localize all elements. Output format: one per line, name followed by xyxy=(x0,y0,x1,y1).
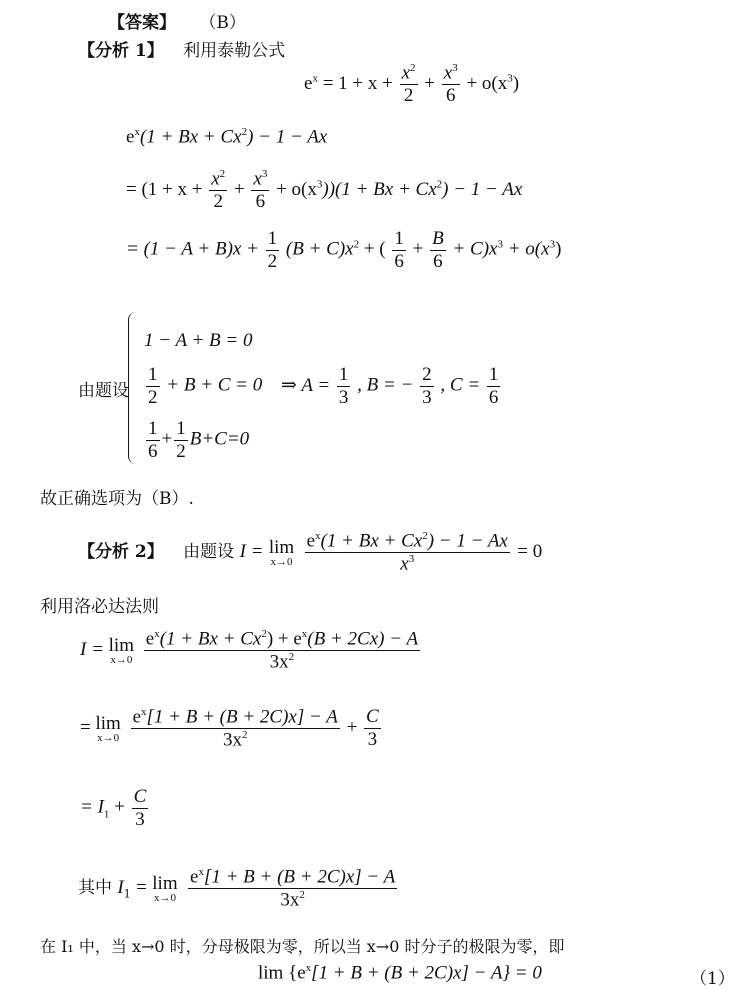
final-exp: x xyxy=(305,962,312,974)
A-frac xyxy=(337,364,351,409)
final-equation xyxy=(258,962,542,984)
s2-b-num: B xyxy=(432,228,444,249)
expr-line xyxy=(126,126,327,148)
conclusion-text: 故正确选项为（B）. xyxy=(40,489,194,509)
l1-num-c: ) + e xyxy=(266,628,302,650)
step2-tail2: + o(x xyxy=(507,238,550,260)
system-eq1: 1 − A + B = 0 xyxy=(144,330,253,351)
system-eq2 xyxy=(144,364,502,409)
a2-den-exp: 3 xyxy=(408,553,415,566)
taylor-e-exp: x xyxy=(312,72,318,85)
step1-mid-exp: 3 xyxy=(316,178,323,191)
lhopital-line1 xyxy=(80,628,422,673)
lim-word: lim xyxy=(268,536,295,558)
C-label: , C = xyxy=(440,374,481,396)
l2-lim-under: x→0 xyxy=(97,731,120,744)
analysis2-intro: 由题设 xyxy=(183,542,235,563)
system-eq3 xyxy=(144,418,249,463)
analysis2-I: I = xyxy=(239,541,264,563)
where-pre: 其中 xyxy=(78,878,112,899)
eq3-plus: + xyxy=(161,428,173,450)
l2-c-frac xyxy=(364,706,381,751)
eq2-den: 2 xyxy=(148,386,158,408)
step1-mid2-exp: 2 xyxy=(436,178,443,191)
step1-line xyxy=(126,168,522,213)
t3-num-exp: 3 xyxy=(452,62,458,74)
l1-lhs: I = xyxy=(80,639,104,661)
step2-start: = (1 − A + B)x + xyxy=(126,238,259,260)
step2-frac-a xyxy=(392,228,406,273)
lhopital-line3 xyxy=(80,786,150,831)
eq3-b-den: 2 xyxy=(176,440,186,462)
final-rest: [1 + B + (B + 2C)x] − A} = 0 xyxy=(311,962,542,984)
step1-start: = (1 + x + xyxy=(126,178,203,200)
l3-frac xyxy=(132,786,149,831)
analysis2-frac xyxy=(305,530,510,575)
t2-num: x xyxy=(401,62,411,84)
a2-num-body: (1 + Bx + Cx xyxy=(320,530,423,552)
step2-frac-half xyxy=(266,228,280,273)
taylor-rest-exp: 3 xyxy=(507,72,513,85)
t3-den: 6 xyxy=(445,85,456,107)
t2-den: 2 xyxy=(403,85,414,107)
where-lim-word: lim xyxy=(152,872,178,894)
l1-num-d: (B + 2Cx) − A xyxy=(307,628,419,650)
taylor-formula xyxy=(304,62,519,107)
l1-lim-word: lim xyxy=(108,634,134,656)
l1-num-a: e xyxy=(145,628,155,650)
s2-h-num: 1 xyxy=(267,228,278,249)
where-frac xyxy=(188,866,397,911)
taylor-rest: + o(x xyxy=(466,72,508,94)
s1-f2-exp: 3 xyxy=(261,168,268,180)
expr-e: e xyxy=(126,126,135,148)
step1-frac-b xyxy=(251,168,269,213)
answer-value: （B） xyxy=(199,13,246,33)
where-I: I xyxy=(117,877,124,899)
l2-num-a: e xyxy=(132,706,141,728)
l2-den-exp: 2 xyxy=(241,729,248,742)
l3-sub: 1 xyxy=(103,808,110,821)
t3-num: x xyxy=(443,62,453,84)
equation-number: （1） xyxy=(690,969,735,989)
l2-lhs: = xyxy=(80,717,91,739)
l2-lim xyxy=(95,714,120,744)
where-den: 3x xyxy=(280,889,300,911)
l2-plus: + xyxy=(346,717,358,739)
step2-plus2: + xyxy=(412,238,424,260)
eq3-frac-b xyxy=(174,418,188,463)
taylor-frac-x3 xyxy=(442,62,460,107)
eq2-num: 1 xyxy=(148,364,158,385)
rule-text: 利用洛必达法则 xyxy=(40,597,159,617)
step2-mid: (B + C)x xyxy=(285,238,354,260)
C-num: 1 xyxy=(488,364,499,385)
system-implies: ⇒ A = xyxy=(281,374,331,396)
step2-tail3: ) xyxy=(555,238,562,260)
where-lim-under: x→0 xyxy=(153,891,176,904)
where-sub: 1 xyxy=(123,887,131,901)
l2-lim-word: lim xyxy=(95,712,121,734)
lhopital-line2 xyxy=(80,706,383,751)
expr-body-exp: 2 xyxy=(241,126,248,138)
B-label: , B = − xyxy=(357,374,414,396)
eq3-a-den: 6 xyxy=(148,440,158,462)
eq2-frac xyxy=(146,364,160,409)
analysis1-label: 【分析 1】 xyxy=(78,41,164,61)
s1-f1-num: x xyxy=(211,168,220,190)
l3-c-den: 3 xyxy=(135,808,145,830)
l2-num-b: [1 + B + (B + 2C)x] − A xyxy=(146,706,338,728)
note-text: 在 I₁ 中，当 x→0 时，分母极限为零，所以当 x→0 时分子的极限为零，即 xyxy=(40,937,565,956)
expr-body: (1 + Bx + Cx xyxy=(139,126,242,148)
s2-a-den: 6 xyxy=(394,250,404,272)
l1-frac xyxy=(144,628,420,673)
s2-h-den: 2 xyxy=(267,250,278,272)
l1-num-b-exp: 2 xyxy=(261,628,267,640)
l1-num-c-exp: x xyxy=(301,628,308,640)
step2-line xyxy=(126,228,561,273)
C-den: 6 xyxy=(488,386,499,408)
l1-den-exp: 2 xyxy=(288,651,295,664)
l3-plus: + xyxy=(114,796,125,818)
where-den-exp: 2 xyxy=(299,889,305,902)
l3-c-num: C xyxy=(133,786,147,807)
step2-tail-exp: 3 xyxy=(497,238,503,251)
l2-c-num: C xyxy=(366,706,379,728)
s1-f1-exp: 2 xyxy=(219,168,226,180)
step2-tail: + C)x xyxy=(452,238,498,260)
expr-tail: ) − 1 − Ax xyxy=(247,126,328,148)
where-line xyxy=(78,866,399,911)
l1-den: 3x xyxy=(269,651,289,673)
s1-f2-num: x xyxy=(253,168,262,190)
l1-num-a-exp: x xyxy=(154,628,160,640)
where-num-a-exp: x xyxy=(198,866,204,878)
step1-mid2: ))(1 + Bx + Cx xyxy=(322,178,437,200)
a2-num-body-exp: 2 xyxy=(422,530,428,542)
B-frac xyxy=(420,364,434,409)
eq2-rest: + B + C = 0 xyxy=(166,374,263,396)
a2-num-tail: ) − 1 − Ax xyxy=(427,530,508,552)
step2-frac-b xyxy=(430,228,446,273)
analysis2-rhs: = 0 xyxy=(517,541,543,563)
taylor-rest-close: ) xyxy=(512,72,520,94)
answer-line xyxy=(108,8,246,33)
taylor-rhs-start: = 1 + x + xyxy=(322,72,393,94)
expr-e-exp: x xyxy=(134,126,140,138)
analysis2-label: 【分析 2】 xyxy=(78,542,164,563)
s2-a-num: 1 xyxy=(394,228,404,249)
l2-frac xyxy=(131,706,340,751)
where-num-b: [1 + B + (B + 2C)x] − A xyxy=(203,866,396,888)
l1-num-b: (1 + Bx + Cx xyxy=(159,628,262,650)
l2-c-den: 3 xyxy=(367,729,378,751)
taylor-e: e xyxy=(304,72,313,94)
eq3-frac-a xyxy=(146,418,160,463)
system-brace xyxy=(128,312,139,464)
system-prefix: 由题设 xyxy=(78,381,129,401)
l1-lim xyxy=(109,636,134,666)
t2-num-exp: 2 xyxy=(410,62,416,74)
step2-plus: + ( xyxy=(363,238,386,260)
analysis2-heading xyxy=(78,530,542,575)
where-eq: = xyxy=(136,877,147,899)
step1-mid: + o(x xyxy=(276,178,317,200)
l3-lhs: = I xyxy=(80,796,104,818)
step1-tail: ) − 1 − Ax xyxy=(442,178,523,200)
A-num: 1 xyxy=(338,364,349,385)
step1-plus: + xyxy=(233,178,245,200)
step2-tail2-exp: 3 xyxy=(549,238,556,251)
eq3-b-num: 1 xyxy=(176,418,186,439)
final-text: lim {e xyxy=(258,962,306,984)
a2-num-e-exp: x xyxy=(315,530,321,542)
l1-lim-under: x→0 xyxy=(110,653,133,666)
answer-label: 【答案】 xyxy=(108,13,176,33)
s1-f2-den: 6 xyxy=(255,191,266,213)
step2-mid-exp: 2 xyxy=(353,238,360,251)
analysis1-intro: 利用泰勒公式 xyxy=(183,41,286,61)
analysis2-lim xyxy=(269,538,294,568)
step1-frac-a xyxy=(209,168,227,213)
taylor-plus: + xyxy=(424,72,435,94)
l2-num-a-exp: x xyxy=(141,706,147,718)
a2-num-e: e xyxy=(306,530,316,552)
s2-b-den: 6 xyxy=(433,250,443,272)
B-num: 2 xyxy=(422,364,432,385)
C-frac xyxy=(487,364,501,409)
where-lim xyxy=(152,874,177,904)
eq3-rest: B+C=0 xyxy=(189,428,250,450)
analysis1-heading xyxy=(78,36,285,61)
s1-f1-den: 2 xyxy=(213,191,223,213)
eq3-a-num: 1 xyxy=(148,418,158,439)
A-den: 3 xyxy=(338,386,349,408)
lim-under: x→0 xyxy=(270,555,293,568)
where-num-a: e xyxy=(190,866,199,888)
a2-den: x xyxy=(400,553,409,575)
taylor-frac-x2 xyxy=(400,62,418,107)
l2-den: 3x xyxy=(222,729,242,751)
B-den: 3 xyxy=(422,386,432,408)
